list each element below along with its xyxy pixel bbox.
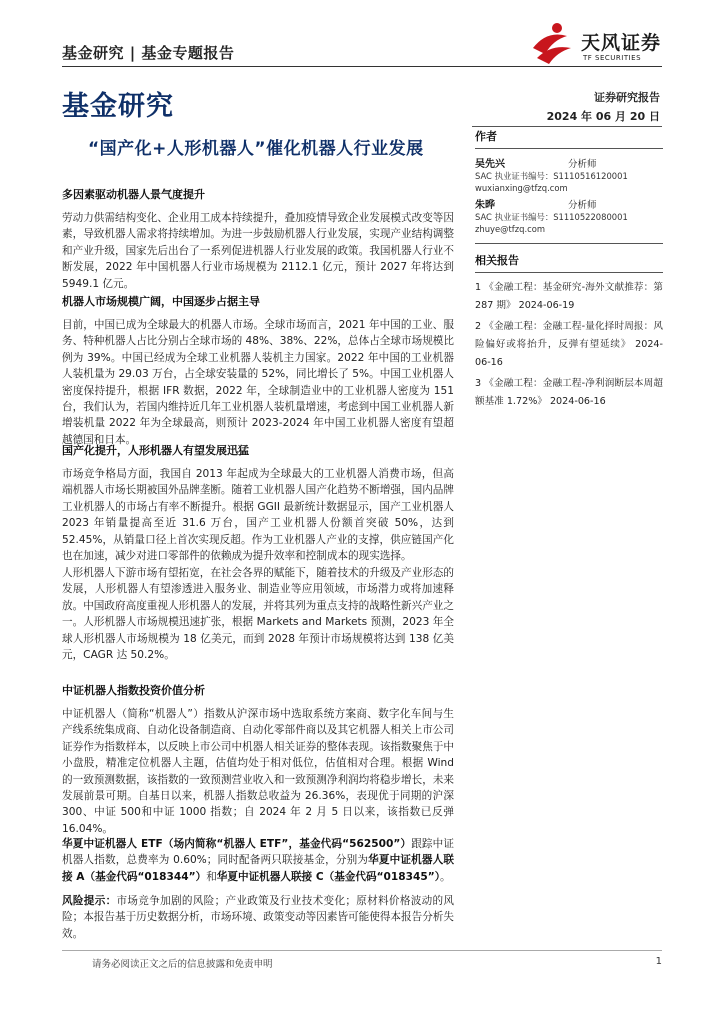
section-body-3: 市场竞争格局方面，我国自 2013 年起成为全球最大的工业机器人消费市场，但高端机器人市场长期被国外品牌垄断。随着工业机器人国产化趋势不断增强，国内品牌工业机器人的市场占有率不断提升。根据 GGII 最新统计数据显示，国产工业机器人 2023 年销量提高至近 31.6 万台，国产工业机器人份额首突破 50%，达到 52.45%，从销量口径上首次实现反超。作为工业机器人产业的支撑，供应链国产化也在加速，减少对进口零部件的依赖成为提升效率和控制成本的现实选择。: [62, 468, 454, 563]
footer-disclaimer: 请务必阅读正文之后的信息披露和免责申明: [92, 959, 273, 970]
section-heading-3: 国产化提升，人形机器人有望发展迅猛: [62, 444, 249, 457]
related-report-3[interactable]: 3 《金融工程：金融工程-净利润断层本周超额基准 1.72%》 2024-06-16: [475, 378, 663, 407]
section-heading-1: 多因素驱动机器人景气度提升: [62, 188, 205, 201]
document-title: “国产化+人形机器人”催化机器人行业发展: [88, 139, 424, 159]
related-list: [475, 279, 663, 411]
report-date: 2024 年 06 月 20 日: [546, 110, 660, 123]
logo-mark-icon: [527, 18, 577, 68]
section-body-3b: 人形机器人下游市场有望拓宽，在社会各界的赋能下，随着技术的升级及产业形态的发展，人形机器人有望渗透进入服务业、制造业等应用领域，市场潜力或将加速释放。中国政府高度重视人形机器人的发展，并将其列为重点支持的战略性新兴产业之一。人形机器人市场规模迅速扩张，根据 Markets and Markets 预测，2023 年全球人形机器人市场规模为 18 亿美元，而到 2028 年预计市场规模将达到 138 亿美元，CAGR 达 50.2%。: [62, 567, 454, 662]
section-body-4: 中证机器人（简称“机器人”）指数从沪深市场中选取系统方案商、数字化车间与生产线系统集成商、自动化设备制造商、自动化零部件商以及其它机器人相关上市公司证券作为指数样本，以反映上市公司中机器人相关证券的整体表现。该指数聚焦于中小盘股，精准定位机器人主题，估值均处于相对低位，估值相对合理。根据 Wind 的一致预测数据，该指数的一致预测营业收入和一致预测净利润均将稳步增长，未来发展前景可期。自基日以来，机器人指数总收益为 26.36%，表现优于同期的沪深 300、中证 500和中证 1000 指数；自 2024 年 2 月 5 日以来，该指数已反弹 16.04%。: [62, 708, 454, 835]
section-body-1: 劳动力供需结构变化、企业用工成本持续提升，叠加疫情导致企业发展模式改变等因素，导致机器人需求将持续增加。为进一步鼓励机器人行业发展，实现产业结构调整和产业升级，国家先后出台了一系列促进机器人行业发展的政策。我国机器人行业不断发展，2022 年中国机器人行业市场规模为 2112.1 亿元，预计 2027 年将达到 5949.1 亿元。: [62, 212, 454, 290]
sidebar-top-divider: [472, 126, 662, 127]
report-category: 基金研究 | 基金专题报告: [62, 44, 235, 62]
author-sac: SAC 执业证书编号：S1110516120001: [475, 171, 628, 181]
author-name: 吴先兴: [475, 159, 505, 170]
page-number: 1: [655, 956, 662, 967]
risk-label: 风险提示：: [62, 895, 117, 907]
sidebar: [475, 128, 663, 411]
risk-paragraph: [62, 893, 454, 942]
author-name: 朱晔: [475, 200, 495, 211]
etf-link-c: 华夏中证机器人联接 C（基金代码“018345”）: [216, 870, 441, 883]
related-heading: 相关报告: [475, 254, 519, 267]
author-sac: SAC 执业证书编号：S1110522080001: [475, 212, 628, 222]
section-heading-2: 机器人市场规模广阔，中国逐步占据主导: [62, 295, 260, 308]
etf-text-2: 和: [206, 870, 217, 883]
authors-heading: 作者: [475, 130, 497, 143]
brand-name-en: TF SECURITIES: [583, 54, 642, 62]
section-heading-4: 中证机器人指数投资价值分析: [62, 684, 205, 697]
related-report-1[interactable]: 1 《金融工程：基金研究-海外文献推荐：第 287 期》 2024-06-19: [475, 282, 663, 311]
brand-name-cn: 天风证券: [581, 32, 662, 54]
page-title: 基金研究: [62, 91, 174, 122]
authors-divider: [475, 148, 663, 149]
author-role: 分析师: [568, 159, 597, 170]
etf-name-main: 华夏中证机器人 ETF（场内简称“机器人 ETF”，基金代码“562500”）: [62, 838, 412, 850]
report-type: 证券研究报告: [594, 91, 660, 104]
related-report-2[interactable]: 2 《金融工程：金融工程-量化择时周报：风险偏好或将抬升，反弹有望延续》 2024-06-16: [475, 321, 663, 368]
author-card: [475, 196, 663, 235]
author-email[interactable]: zhuye@tfzq.com: [475, 224, 545, 234]
author-email[interactable]: wuxianxing@tfzq.com: [475, 183, 568, 193]
section-body-2: 目前，中国已成为全球最大的机器人市场。全球市场而言，2021 年中国的工业、服务、特种机器人占比分别占全球市场的 48%、38%、22%，总体占全球市场规模比例为 39%。中国已经成为全球工业机器人装机主力国家。2022 年中国的工业机器人装机量为 29.03 万台，占全球安装量的 52%，同比增长了 5%。中国工业机器人密度保持提升，根据 IFR 数据，2022 年，全球制造业中的工业机器人密度为 151 台，我们认为，若国内维持近几年工业机器人装机量增速，考虑到中国工业机器人新增装机量 2022 年为全球最高，则预计 2023-2024 年中国工业机器人密度有望超越德国和日本。: [62, 319, 454, 446]
author-role: 分析师: [568, 200, 597, 211]
related-divider: [475, 272, 663, 273]
company-logo: [527, 18, 667, 68]
etf-link-a: 华夏中证机器人联接 A（基金代码“018344”）: [62, 854, 454, 883]
author-card: [475, 155, 663, 194]
etf-text-3: 。: [440, 870, 451, 883]
related-top-divider: [475, 243, 663, 244]
risk-text: 市场竞争加剧的风险；产业政策及行业技术变化；原材料价格波动的风险；本报告基于历史数据分析，市场环境、政策变动等因素皆可能使得本报告分析失效。: [62, 895, 455, 940]
etf-text-1: 跟踪中证机器人指数，总费率为 0.60%；同时配备两只联接基金，分别为: [62, 838, 454, 867]
etf-paragraph: [62, 836, 454, 885]
footer-divider: [62, 950, 662, 951]
